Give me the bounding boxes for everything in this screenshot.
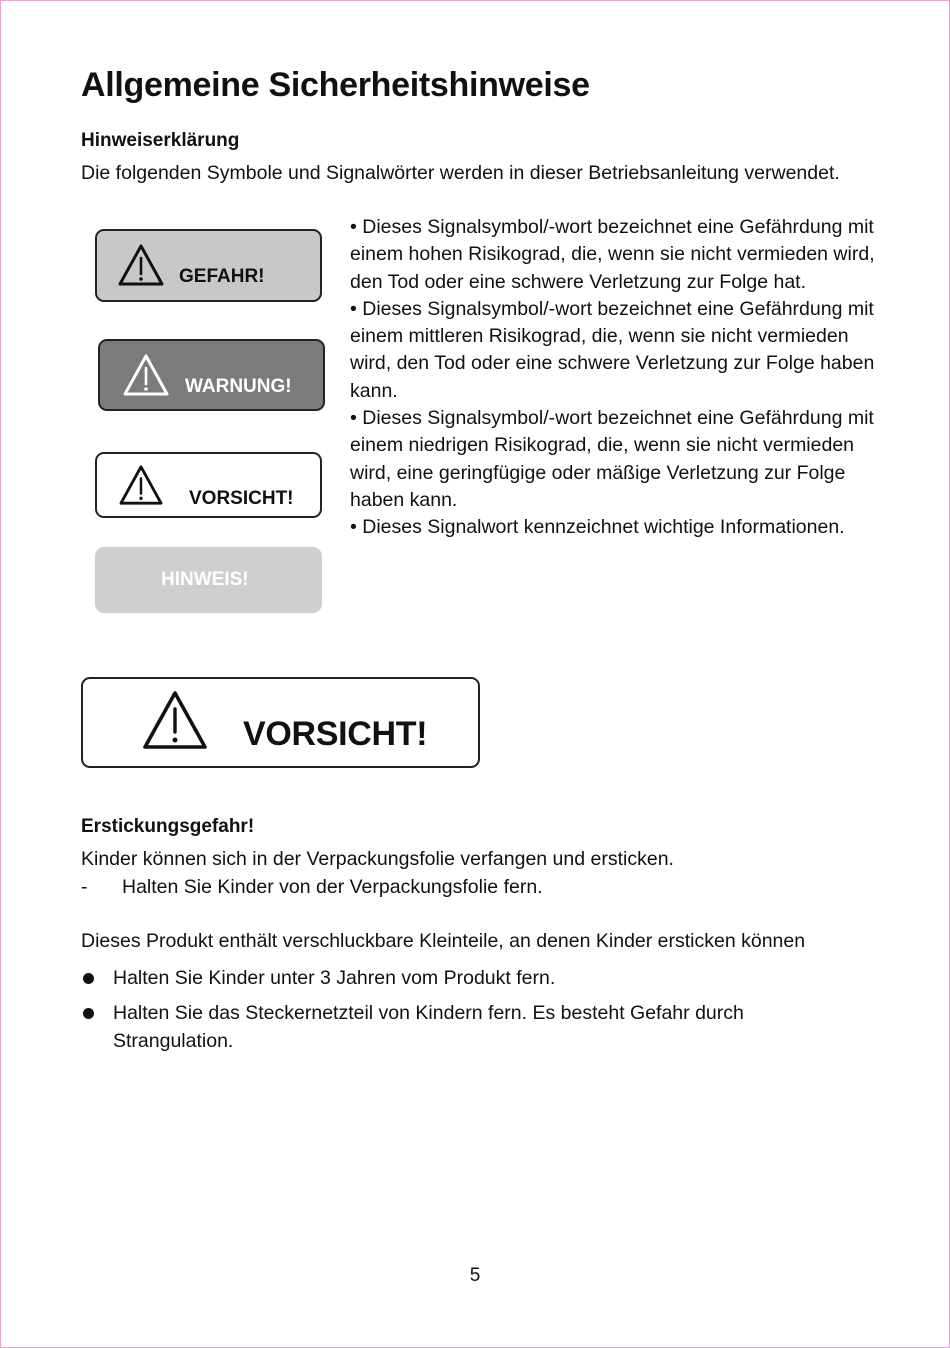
bullet-icon [83, 973, 94, 984]
caution-text: Kinder können sich in der Verpackungsfolie verfangen und ersticken. [81, 848, 674, 870]
page-title: Allgemeine Sicherheitshinweise [81, 66, 590, 104]
caution-heading: Erstickungsgefahr! [81, 816, 255, 837]
definition-gefahr: • Dieses Signalsymbol/-wort bezeichnet eine Gefährdung mit einem hohen Risikograd, die, wenn sie nicht vermieden wird, den Tod oder eine schwere Verletzung zur Folge hat. [350, 216, 875, 293]
page-number: 5 [469, 1265, 481, 1286]
definition-warnung: • Dieses Signalsymbol/-wort bezeichnet eine Gefährdung mit einem mittleren Risikograd, die, wenn sie nicht vermieden wird, den Tod oder eine schwere Verletzung zur Folge haben kann. [350, 297, 875, 402]
dash-mark: - [81, 876, 88, 898]
sign-vorsicht [95, 452, 322, 518]
list-item-text: Halten Sie Kinder von der Verpackungsfolie fern. [122, 876, 543, 898]
warning-triangle-icon [117, 243, 165, 287]
caution-sign [81, 677, 480, 768]
bullet-icon [83, 1008, 94, 1019]
warning-triangle-icon [141, 689, 209, 751]
definition-hinweis: • Dieses Signalwort kennzeichnet wichtige Informationen. [350, 516, 845, 539]
list-item-text: Halten Sie Kinder unter 3 Jahren vom Produkt fern. [113, 967, 556, 989]
list-item [81, 964, 841, 992]
sign-label: VORSICHT! [189, 488, 294, 509]
legend-intro: Die folgenden Symbole und Signalwörter werden in dieser Betriebsanleitung verwendet. [81, 162, 840, 184]
sign-label: HINWEIS! [161, 569, 249, 590]
sign-label: GEFAHR! [179, 266, 265, 287]
small-parts-text: Dieses Produkt enthält verschluckbare Kleinteile, an denen Kinder ersticken können [81, 930, 806, 952]
sign-hinweis [95, 547, 322, 613]
warning-triangle-icon [117, 464, 165, 506]
list-item [81, 999, 801, 1055]
legend-heading: Hinweiserklärung [81, 130, 240, 151]
list-item-text: Halten Sie das Steckernetzteil von Kindern fern. Es besteht Gefahr durch Strangulation. [113, 1002, 744, 1052]
sign-label: WARNUNG! [185, 376, 292, 397]
sign-gefahr [95, 229, 322, 302]
definition-vorsicht: • Dieses Signalsymbol/-wort bezeichnet eine Gefährdung mit einem niedrigen Risikograd, die, wenn sie nicht vermieden wird, eine geringfügige oder mäßige Verletzung zur Folge haben kann. [350, 407, 874, 511]
warning-triangle-icon [122, 353, 170, 397]
sign-warnung [98, 339, 325, 411]
sign-definitions [350, 214, 890, 542]
caution-label: VORSICHT! [243, 715, 428, 753]
